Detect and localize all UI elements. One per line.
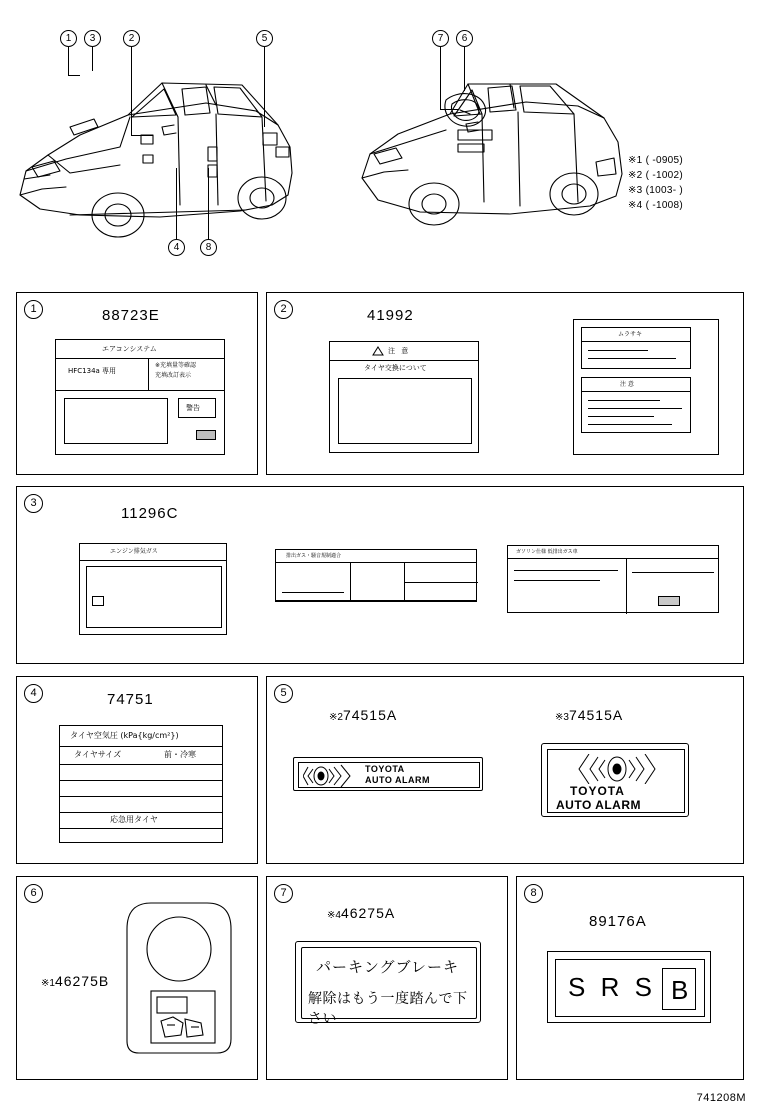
panel-3-extra-1: ガソリン仕様 低排出ガス車 [516,549,578,555]
panel-6-number: 6 [24,884,43,903]
panel-5-number: 5 [274,684,293,703]
panel-8-srs-label-inner [555,959,705,1017]
panel-5-alarm-label-wide-inner [298,762,480,788]
panel-2-label-left [329,341,479,453]
panel-6-heading [41,973,109,989]
callout-1: 1 [60,30,77,47]
panel-8-srs-text: S R S [568,972,656,1002]
panel-1-warn-text: 警告 [186,404,200,412]
panel-6-prefix: ※1 [41,978,55,989]
panel-7-heading [327,905,395,921]
panel-3-label-b [275,549,477,601]
panel-1-gray-chip [196,430,216,440]
panel-1-label [55,339,225,455]
panel-2-right-title-1: 注 意 [620,381,634,388]
panel-3-number: 3 [24,494,43,513]
panel-8-srs-label [547,951,711,1023]
alarm-sensor-icon-large [553,754,681,784]
panel-5-alarm-label-square-inner [547,749,685,813]
panel-3-extra-0: 排出ガス・騒音規制適合 [286,553,342,559]
panel-2-right-title-0: ムラサキ [618,331,643,338]
panel-2-label-left-inner [338,378,472,444]
leader-7 [440,47,441,109]
callout-8: 8 [200,239,217,256]
leader-2 [131,47,132,135]
vehicle-illustrations [0,0,760,290]
panel-1-number: 1 [24,300,43,319]
panel-6-hang-tag [121,899,237,1059]
leader-5 [264,47,265,127]
panel-7-part-number: 46275A [340,905,396,921]
panel-8-srs-badge: B [671,975,689,1005]
panel-5-alarm-label-wide [293,757,483,791]
panel-3-caption-0: エンジン排気ガス [110,548,158,555]
leader-6 [464,47,465,91]
panel-3 [16,486,744,664]
callout-7: 7 [432,30,449,47]
panel-8-part-number: 89176A [589,913,647,930]
leader-2b [131,135,153,136]
panel-4-tire-pressure-table [59,725,223,843]
panel-4-table-title: タイヤ空気圧 (kPa{kg/cm²}) [70,731,179,740]
panel-1-part-number: 88723E [102,307,160,324]
panel-2-number: 2 [274,300,293,319]
panel-5-alarm-label-square [541,743,689,817]
panel-8 [516,876,744,1080]
panel-8-srs-badge-box [662,968,696,1010]
panel-3-gray-chip [658,596,680,606]
drawing-code: 741208M [696,1092,746,1104]
panel-7-number: 7 [274,884,293,903]
panel-5-item-0-brand-1: TOYOTA [365,764,405,774]
panel-5-item-0-heading [329,707,397,723]
panel-4-table-header-1: 前・冷寒 [164,750,196,759]
note-line-4: ※4 ( -1008) [628,200,684,211]
panel-4-number: 4 [24,684,43,703]
panel-4 [16,676,258,864]
note-line-1: ※1 ( -0905) [628,155,684,166]
panel-7-parking-brake-label-inner [301,947,477,1027]
panel-1-caption-1: HFC134a 専用 [68,367,117,375]
panel-5 [266,676,744,864]
leader-1b [68,75,80,76]
panel-2-caption-0: 注 意 [388,347,411,355]
panel-7-prefix: ※4 [327,910,341,921]
leader-8 [208,168,209,239]
alarm-sensor-icon [303,764,365,788]
panel-6-part-number: 46275B [54,973,110,989]
panel-3-label-a [79,543,227,635]
panel-3-chip-a [92,596,104,606]
panel-8-number: 8 [524,884,543,903]
callout-3: 3 [84,30,101,47]
panel-4-table-header-0: タイヤサイズ [74,750,122,759]
panel-1-caption-0: エアコンシステム [102,345,157,353]
leader-3 [92,47,93,71]
leader-1 [68,47,69,75]
callout-5: 5 [256,30,273,47]
panel-5-item-1-part-number: 74515A [568,707,624,723]
panel-2-warning-triangle [372,346,384,356]
panel-4-part-number: 74751 [107,691,154,708]
callout-6: 6 [456,30,473,47]
panel-7-text-line-1: パーキングブレーキ [316,958,459,976]
leader-7b [440,109,458,110]
panel-2-caption-1: タイヤ交換について [364,364,427,372]
panel-5-item-0-brand-2: AUTO ALARM [365,775,430,785]
panel-2 [266,292,744,475]
panel-5-item-1-heading [555,707,623,723]
panel-1 [16,292,258,475]
panel-2-label-right-bottom [581,377,691,433]
panel-5-item-0-part-number: 74515A [342,707,398,723]
panel-5-item-0-prefix: ※2 [329,712,343,723]
panel-5-item-1-brand-1: TOYOTA [570,784,625,798]
panel-7 [266,876,508,1080]
callout-2: 2 [123,30,140,47]
leader-4 [176,168,177,239]
panel-3-part-number: 11296C [121,505,179,522]
vehicle-rear-illustration [350,58,640,273]
note-line-3: ※3 (1003- ) [628,185,684,196]
panel-4-table-footer: 応急用タイヤ [110,815,158,824]
panel-7-parking-brake-label [295,941,481,1027]
panel-3-label-a-inner [86,566,222,628]
panel-3-label-c [507,545,719,613]
panel-6 [16,876,258,1080]
panel-1-caption-3: 充填改訂表示 [155,372,192,379]
panel-2-part-number: 41992 [367,307,414,324]
panel-1-warn-box [178,398,216,418]
panel-5-item-1-brand-2: AUTO ALARM [556,798,641,812]
panel-2-label-right-top [581,327,691,369]
panel-1-caption-2: ※充填量等確認 [155,362,197,369]
callout-4: 4 [168,239,185,256]
panel-1-inner-box [64,398,168,444]
panel-7-text-line-2: 解除はもう一度踏んで下さい [308,991,468,1027]
note-line-2: ※2 ( -1002) [628,170,684,181]
panel-5-item-1-prefix: ※3 [555,712,569,723]
